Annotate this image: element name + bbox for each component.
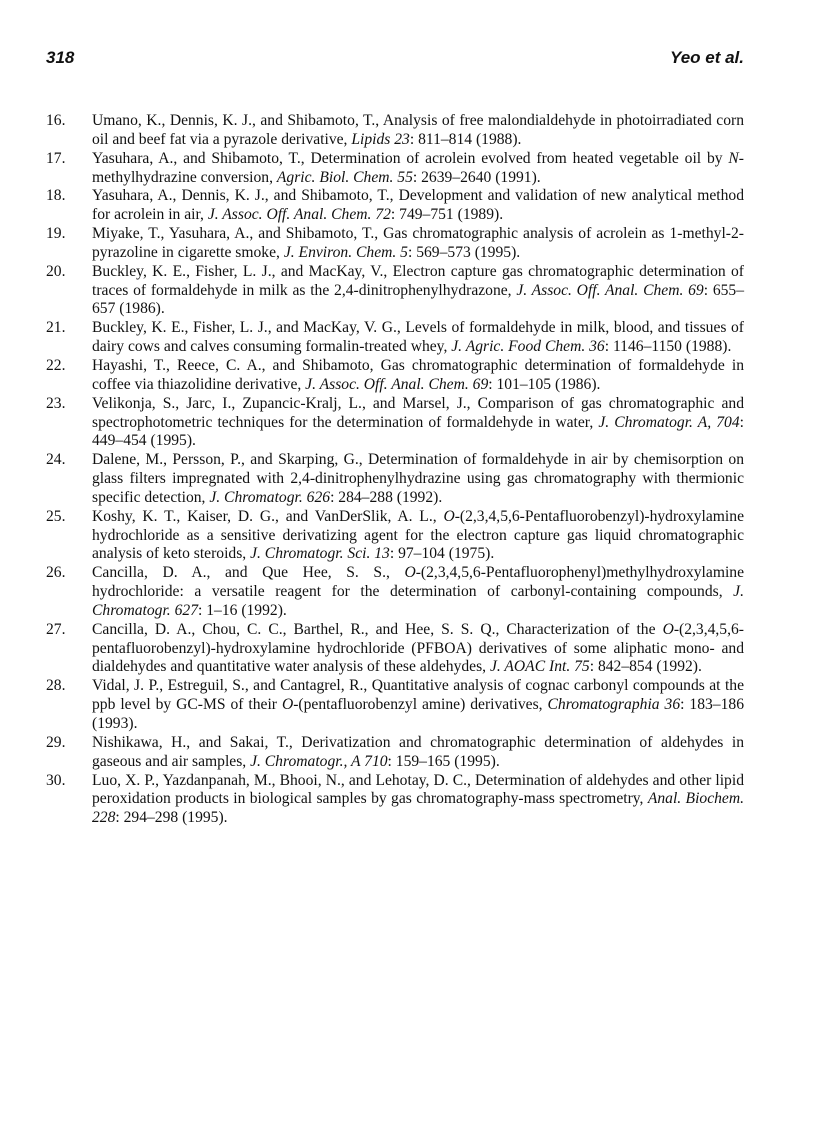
reference-number: 21. [46, 319, 66, 337]
page-number: 318 [46, 48, 75, 67]
reference-segment: Nishikawa, H., and Sakai, T., Derivatization and chromatographic determination of aldehydes in gaseous and air samples, [92, 733, 744, 770]
reference-segment: Koshy, K. T., Kaiser, D. G., and VanDerSlik, A. L., [92, 507, 444, 525]
reference-italic-segment: J. Environ. Chem. 5 [283, 243, 408, 261]
reference-number: 20. [46, 262, 66, 280]
reference-text [92, 225, 744, 261]
reference-list [46, 112, 744, 828]
reference-segment: Umano, K., Dennis, K. J., and Shibamoto, T., Analysis of free malondialdehyde in photoirradiated corn oil and beef fat via a pyrazole derivative, [92, 112, 744, 148]
reference-italic-segment: J. Assoc. Off. Anal. Chem. 69 [305, 375, 489, 393]
reference-segment: Velikonja, S., Jarc, I., Zupancic-Kralj, L., and Marsel, J., Comparison of gas chromatographic and spectrophotometric techniques for the determination of formaldehyde in water, [92, 394, 744, 431]
reference-entry [46, 187, 744, 225]
reference-italic-segment: Agric. Biol. Chem. 55 [276, 168, 413, 186]
reference-italic-segment: J. Chromatogr. Sci. 13 [250, 545, 390, 563]
reference-text [92, 319, 744, 355]
reference-segment: : 183–186 (1993). [92, 696, 744, 732]
running-head-author: Yeo et al. [669, 48, 744, 67]
reference-number: 17. [46, 149, 66, 167]
reference-text [92, 187, 744, 223]
reference-segment: : 655–657 (1986). [92, 281, 745, 318]
reference-segment: : 449–454 (1995). [92, 413, 744, 450]
reference-number: 23. [46, 394, 66, 412]
reference-segment: Luo, X. P., Yazdanpanah, M., Bhooi, N., and Lehotay, D. C., Determination of aldehydes and other lipid peroxidation products in biological samples by gas chromatography-mass spectrometry, [92, 771, 744, 808]
reference-number: 27. [46, 620, 66, 638]
reference-segment: -methylhydrazine conversion, [92, 149, 744, 186]
reference-segment: Yasuhara, A., and Shibamoto, T., Determination of acrolein evolved from heated vegetable oil by [92, 149, 729, 167]
reference-entry [46, 677, 744, 734]
reference-entry [46, 263, 744, 320]
reference-number: 25. [46, 507, 66, 525]
reference-entry [46, 772, 744, 829]
reference-italic-segment: J. Chromatogr., A 710 [250, 752, 388, 770]
reference-text [92, 357, 744, 393]
reference-text [92, 621, 744, 676]
reference-entry [46, 734, 744, 772]
reference-segment: Vidal, J. P., Estreguil, S., and Cantagrel, R., Quantitative analysis of cognac carbonyl compounds at the ppb level by GC-MS of their [92, 677, 744, 714]
reference-text [92, 112, 744, 148]
reference-entry [46, 225, 744, 263]
reference-number: 16. [46, 112, 66, 129]
reference-segment: -(pentafluorobenzyl amine) derivatives, [293, 696, 548, 714]
reference-text [92, 395, 744, 450]
reference-segment: : 97–104 (1975). [389, 545, 495, 563]
reference-italic-segment: O [662, 620, 674, 638]
reference-segment: : 569–573 (1995). [407, 243, 521, 261]
reference-entry [46, 621, 744, 678]
reference-segment: : 159–165 (1995). [387, 752, 500, 770]
reference-segment: Cancilla, D. A., Chou, C. C., Barthel, R., and Hee, S. S. Q., Characterization of the [92, 620, 663, 638]
reference-entry [46, 150, 744, 188]
reference-italic-segment: J. Assoc. Off. Anal. Chem. 72 [207, 206, 391, 224]
reference-italic-segment: O [443, 507, 455, 525]
reference-segment: : 1146–1150 (1988). [604, 338, 732, 356]
reference-entry [46, 357, 744, 395]
reference-text [92, 508, 744, 563]
reference-segment: Hayashi, T., Reece, C. A., and Shibamoto, Gas chromatographic determination of formaldehyde in coffee via thiazolidine derivative, [92, 356, 744, 393]
reference-segment: -(2,3,4,5,6-Pentafluorophenyl)methylhydroxylamine hydrochloride: a versatile reagent for the determination of carbonyl-containing compounds, [92, 564, 744, 601]
reference-segment: : 284–288 (1992). [330, 488, 443, 506]
reference-text [92, 677, 744, 732]
reference-italic-segment: J. Chromatogr. 627 [92, 583, 744, 619]
reference-number: 18. [46, 187, 66, 205]
reference-italic-segment: J. Assoc. Off. Anal. Chem. 69 [516, 281, 704, 299]
reference-segment: -(2,3,4,5,6-pentafluorobenzyl)-hydroxylamine hydrochloride (PFBOA) derivatives of some aliphatic mono- and dialdehydes and quantitative water analysis of these aldehydes, [92, 620, 744, 676]
reference-text [92, 734, 744, 770]
reference-text [92, 150, 744, 186]
reference-segment: : 842–854 (1992). [589, 658, 702, 676]
reference-number: 19. [46, 225, 66, 243]
reference-italic-segment: Anal. Biochem. 228 [92, 790, 745, 827]
reference-entry [46, 319, 744, 357]
reference-segment: : 1–16 (1992). [198, 601, 287, 619]
reference-segment: : 2639–2640 (1991). [412, 168, 541, 186]
reference-italic-segment: Lipids 23 [351, 130, 410, 148]
reference-segment: : 811–814 (1988). [409, 130, 522, 148]
reference-text [92, 772, 744, 827]
page-header [46, 48, 744, 78]
reference-entry [46, 112, 744, 150]
reference-number: 22. [46, 356, 66, 374]
reference-segment: : 101–105 (1986). [488, 375, 601, 393]
reference-italic-segment: J. Chromatogr. A, 704 [598, 413, 740, 431]
reference-entry [46, 451, 744, 508]
reference-italic-segment: O [404, 564, 416, 582]
reference-segment: Buckley, K. E., Fisher, L. J., and MacKay, V., Electron capture gas chromatographic determination of traces of formaldehyde in milk as the 2,4-dinitrophenylhydrazone, [92, 262, 744, 299]
reference-entry [46, 395, 744, 452]
reference-italic-segment: J. Agric. Food Chem. 36 [451, 338, 605, 356]
reference-segment: Miyake, T., Yasuhara, A., and Shibamoto, T., Gas chromatographic analysis of acrolein as 1-methyl-2-pyrazoline in cigarette smoke, [92, 225, 744, 261]
reference-number: 26. [46, 564, 66, 582]
reference-entry [46, 508, 744, 565]
reference-italic-segment: J. AOAC Int. 75 [489, 658, 590, 676]
reference-text [92, 564, 744, 619]
reference-italic-segment: O [281, 696, 294, 714]
reference-number: 30. [46, 771, 66, 789]
reference-segment: -(2,3,4,5,6-Pentafluorobenzyl)-hydroxylamine hydrochloride as a sensitive derivatizing agent for the electron capture gas liquid chromatographic analysis of keto steroids, [92, 507, 744, 563]
reference-italic-segment: J. Chromatogr. 626 [209, 488, 331, 506]
reference-segment: : 749–751 (1989). [390, 206, 504, 224]
reference-segment: Cancilla, D. A., and Que Hee, S. S., [92, 564, 405, 582]
reference-segment: Yasuhara, A., Dennis, K. J., and Shibamoto, T., Development and validation of new analytical method for acrolein in air, [92, 187, 744, 224]
reference-number: 29. [46, 733, 66, 751]
reference-segment: Buckley, K. E., Fisher, L. J., and MacKay, V. G., Levels of formaldehyde in milk, blood, and tissues of dairy cows and calves consuming formalin-treated whey, [92, 319, 744, 356]
reference-number: 24. [46, 451, 66, 469]
reference-text [92, 451, 744, 506]
reference-text [92, 263, 744, 318]
reference-segment: : 294–298 (1995). [115, 809, 228, 827]
reference-entry [46, 564, 744, 621]
reference-segment: Dalene, M., Persson, P., and Skarping, G., Determination of formaldehyde in air by chemisorption on glass filters impregnated with 2,4-dinitrophenylhydrazine using gas chromatography with thermionic specific detection, [92, 451, 744, 506]
reference-italic-segment: Chromatographia 36 [547, 696, 681, 714]
reference-italic-segment: N [728, 149, 739, 167]
reference-number: 28. [46, 677, 66, 695]
